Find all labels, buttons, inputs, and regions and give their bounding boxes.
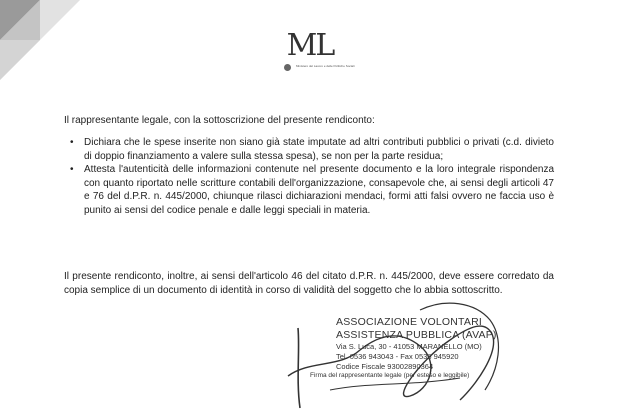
logo-mark: ML [286, 28, 334, 63]
stamp-line-2: ASSISTENZA PUBBLICA (AVAP) [336, 329, 497, 341]
stamp-line-1: ASSOCIAZIONE VOLONTARI [336, 316, 482, 328]
declaration-list [64, 136, 554, 217]
stamp-address: Via S. Luca, 30 - 41053 MARANELLO (MO) [336, 342, 482, 351]
page-corner-fold [0, 0, 80, 80]
bullet-icon: • [70, 137, 74, 148]
ministry-logo [270, 28, 355, 80]
emblem-icon [284, 64, 291, 71]
closing-paragraph: Il presente rendiconto, inoltre, ai sensi dell'articolo 46 del citato d.P.R. n. 445/2000, deve essere corredato da copia semplice di un documento di identità in corso di validità del soggetto che lo abbia sottoscritto. [64, 271, 554, 296]
association-stamp [336, 316, 526, 372]
intro-paragraph: Il rappresentante legale, con la sottoscrizione del presente rendiconto: [64, 115, 375, 126]
bullet-icon: • [70, 164, 74, 175]
stamp-phone: Tel. 0536 943043 - Fax 0536 945920 [336, 352, 459, 361]
list-item: • Attesta l'autenticità delle informazioni contenute nel presente documento e la loro integrale rispondenza con quanto riportato nelle scritture contabili dell'organizzazione, consapevole che, ai sensi degli articoli 47 e 76 del d.P.R. n. 445/2000, chiunque rilasci dichiarazioni mendaci, formi atti falsi ovvero ne faccia uso è punito ai sensi del codice penale e dalle leggi speciali in materia. [70, 164, 554, 216]
logo-caption: Ministero del Lavoro e delle Politiche Sociali [296, 64, 355, 68]
list-item: • Dichiara che le spese inserite non siano già state imputate ad altri contributi pubblici o privati (c.d. divieto di doppio finanziamento a valere sulla stessa spesa), se non per la parte residua; [70, 137, 554, 162]
signature-caption: Firma del rappresentante legale (per esteso e leggibile) [310, 372, 470, 379]
stamp-tax-code: Codice Fiscale 93002890364 [336, 362, 434, 371]
